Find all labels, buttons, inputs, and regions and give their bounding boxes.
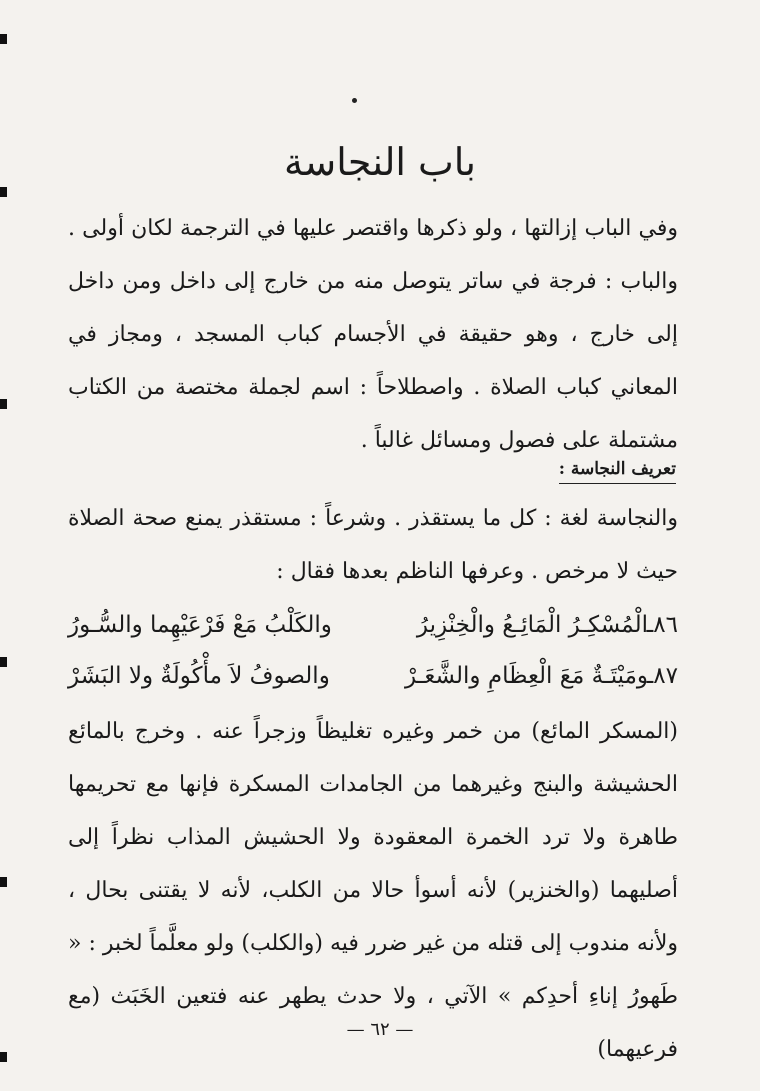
chapter-title: باب النجاسة	[284, 140, 476, 184]
margin-mark	[0, 399, 7, 409]
section-heading: تعريف النجاسة :	[559, 455, 676, 484]
commentary-paragraph: (المسكر المائع) من خمر وغيره تغليظاً وزجراً عنه . وخرج بالمائع الحشيشة والبنج وغيرهما من الجامدات المسكرة فإنها مع تحريمها طاهرة ولا ترد الخمرة المعقودة ولا الحشيش المذاب نظراً إلى أصليهما (والخنزير) لأنه أسوأ حالا من الكلب، لأنه لا يقتنى بحال ، ولأنه مندوب إلى قتله من غير ضرر فيه (والكلب) ولو معلَّماً لخبر : « طَهورُ إناءِ أحدِكم » الآتي ، ولا حدث يطهر عنه فتعين الخَبَث (مع فرعيهما)	[68, 719, 678, 1062]
verse-second-hemistich: والصوفُ لاَ مأْكُولَةٌ ولا البَشَرْ	[68, 663, 330, 689]
verse-second-hemistich: والكَلْبُ مَعْ فَرْعَيْهِما والسُّـورُ	[68, 612, 332, 638]
margin-mark	[0, 657, 7, 667]
margin-mark	[0, 1052, 7, 1062]
decorative-dot	[352, 98, 357, 103]
intro-paragraph: وفي الباب إزالتها ، ولو ذكرها واقتصر عليها في الترجمة لكان أولى . والباب : فرجة في ساتر يتوصل منه من خارج إلى داخل ومن داخل إلى خارج ، وهو حقيقة في الأجسام كباب المسجد ، ومجاز في المعاني كباب الصلاة . واصطلاحاً : اسم لجملة مختصة من الكتاب مشتملة على فصول ومسائل غالباً .	[68, 216, 678, 453]
verse-86	[68, 600, 678, 650]
verse-number: ٨٧ـ	[646, 663, 678, 689]
verse-first-hemistich: الْمُسْكِـرُ الْمَائِـعُ والْخِنْزِيرُ	[416, 612, 648, 638]
page-number: — ٦٢ —	[346, 1019, 414, 1040]
verse-first-hemistich: ومَيْتَـةٌ مَعَ الْعِظَامِ والشَّعَـرْ	[404, 663, 648, 689]
margin-mark	[0, 34, 7, 44]
verse-87	[68, 651, 678, 701]
definition-paragraph: والنجاسة لغة : كل ما يستقذر . وشرعاً : مستقذر يمنع صحة الصلاة حيث لا مرخص . وعرفها الناظم بعدها فقال :	[68, 506, 678, 584]
verse-number: ٨٦ـ	[646, 612, 678, 638]
margin-mark	[0, 877, 7, 887]
